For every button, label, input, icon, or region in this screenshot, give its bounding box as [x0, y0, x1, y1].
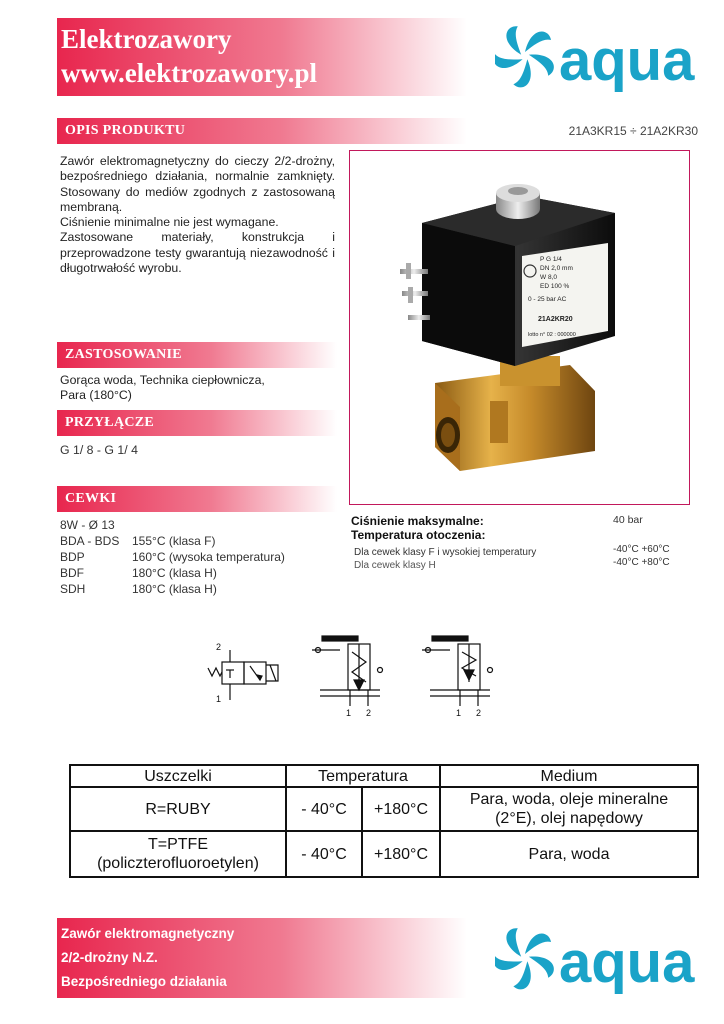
- aqua-logo: [495, 18, 705, 93]
- max-pressure-label: Ciśnienie maksymalne:: [351, 514, 484, 528]
- medium-line: (2°E), olej napędowy: [495, 810, 643, 827]
- propeller-icon: [495, 926, 556, 993]
- table-header-row: [70, 765, 698, 787]
- aqua-logo-footer: [495, 920, 705, 995]
- ambient-temp-range: -40°C +60°C: [613, 544, 670, 555]
- solenoid-valve-image: [350, 151, 688, 503]
- coil-type: BDA - BDS: [60, 534, 120, 548]
- svg-text:21A2KR20: 21A2KR20: [538, 316, 573, 323]
- svg-text:0 - 25 bar AC: 0 - 25 bar AC: [528, 296, 567, 303]
- table-cell-tmax: +180°C: [362, 831, 440, 877]
- table-cell-seal: [70, 831, 286, 877]
- product-photo-frame: [349, 150, 690, 505]
- svg-text:1: 1: [216, 694, 222, 704]
- medium-line: Para, woda, oleje mineralne: [469, 791, 669, 808]
- section-przylacze: [57, 410, 337, 436]
- aqua-logo-graphic: [495, 18, 705, 93]
- coil-spec: 180°C (klasa H): [132, 582, 217, 596]
- section-title: PRZYŁĄCZE: [65, 415, 155, 430]
- section-opis-produktu: [57, 118, 467, 144]
- coil-row: [60, 565, 285, 581]
- section-title: ZASTOSOWANIE: [65, 347, 182, 362]
- table-cell-medium: [440, 787, 698, 831]
- logo-text: aqua: [559, 28, 695, 93]
- section-zastosowanie: [57, 342, 337, 368]
- coil-spec: 155°C (klasa F): [132, 534, 216, 548]
- valve-schematics: [200, 630, 530, 720]
- application-text: [60, 373, 265, 403]
- table-header: Temperatura: [286, 765, 440, 787]
- table-header: Medium: [440, 765, 698, 787]
- coil-label: [522, 243, 608, 347]
- svg-text:2: 2: [366, 708, 372, 718]
- model-range: 21A3KR15 ÷ 21A2KR30: [568, 124, 698, 138]
- description-paragraph: Zawór elektromagnetyczny do cieczy 2/2-drożny, bezpośredniego działania, normalnie zamknięty. Stosowany do mediów zgodnych z zastosowaną membraną.: [60, 154, 335, 214]
- description-paragraph: Zastosowane materiały, konstrukcja i przeprowadzone testy gwarantują niezawodność i długotrwałość wyrobu.: [60, 230, 335, 276]
- table-row: [70, 831, 698, 877]
- table-row: [70, 787, 698, 831]
- coil-type: 8W - Ø 13: [60, 518, 115, 532]
- pressure-specs: [351, 514, 696, 570]
- table-cell-medium: Para, woda: [440, 831, 698, 877]
- application-line: Gorąca woda, Technika ciepłownicza,: [60, 373, 265, 387]
- coil-spec: 160°C (wysoka temperatura): [132, 550, 285, 564]
- logo-text: aqua: [559, 930, 695, 995]
- connection-size: G 1/ 8 - G 1/ 4: [60, 443, 138, 457]
- application-line: Para (180°C): [60, 388, 132, 402]
- ambient-temp-label: Temperatura otoczenia:: [351, 528, 486, 542]
- ambient-temp-condition: Dla cewek klasy F i wysokiej temperatury: [354, 547, 537, 558]
- svg-text:DN 2,0 mm: DN 2,0 mm: [540, 265, 573, 272]
- ambient-temp-condition: Dla cewek klasy H: [354, 560, 436, 571]
- table-cell-seal: R=RUBY: [70, 787, 286, 831]
- footer-line: Bezpośredniego działania: [61, 974, 227, 989]
- description-paragraph: Ciśnienie minimalne nie jest wymagane.: [60, 215, 279, 230]
- seal-table: [69, 764, 699, 878]
- coil-type: SDH: [60, 582, 86, 596]
- iso-valve-symbol: [208, 642, 278, 704]
- coil-row: [60, 581, 285, 597]
- aqua-logo-graphic: [495, 920, 705, 995]
- max-pressure-value: 40 bar: [613, 514, 643, 526]
- seal-line: (policzterofluoroetylen): [97, 855, 259, 872]
- svg-text:1: 1: [346, 708, 352, 718]
- coil-row: [60, 549, 285, 565]
- product-description: [60, 154, 335, 276]
- footer-banner: [57, 918, 467, 998]
- table-cell-tmax: +180°C: [362, 787, 440, 831]
- valve-schematic-closed: [312, 636, 383, 718]
- propeller-icon: [495, 24, 556, 91]
- svg-text:2: 2: [476, 708, 482, 718]
- coil-type: BDP: [60, 550, 85, 564]
- seal-line: T=PTFE: [147, 836, 208, 853]
- website-url[interactable]: www.elektrozawory.pl: [61, 58, 317, 88]
- coil-type: BDF: [60, 566, 84, 580]
- coil-row: [60, 533, 285, 549]
- page-title: Elektrozawory: [61, 24, 232, 54]
- section-title: CEWKI: [65, 491, 117, 506]
- section-title: OPIS PRODUKTU: [65, 123, 186, 138]
- svg-text:P G 1/4: P G 1/4: [540, 256, 562, 263]
- coil-spec: 180°C (klasa H): [132, 566, 217, 580]
- table-cell-tmin: - 40°C: [286, 787, 362, 831]
- valve-schematic-open: [422, 636, 493, 718]
- svg-text:lotto n° 02 : 000000: lotto n° 02 : 000000: [528, 332, 576, 338]
- ambient-temp-range: -40°C +80°C: [613, 557, 670, 568]
- section-cewki: [57, 486, 337, 512]
- coil-list: [60, 517, 285, 597]
- coil-row: [60, 517, 285, 533]
- header-banner: [57, 18, 467, 96]
- svg-text:W 8,0: W 8,0: [540, 274, 557, 281]
- svg-text:ED 100 %: ED 100 %: [540, 283, 570, 290]
- table-header: Uszczelki: [70, 765, 286, 787]
- table-cell-tmin: - 40°C: [286, 831, 362, 877]
- footer-line: 2/2-drożny N.Z.: [61, 950, 158, 965]
- footer-line: Zawór elektromagnetyczny: [61, 926, 235, 941]
- svg-text:1: 1: [456, 708, 462, 718]
- svg-text:2: 2: [216, 642, 222, 652]
